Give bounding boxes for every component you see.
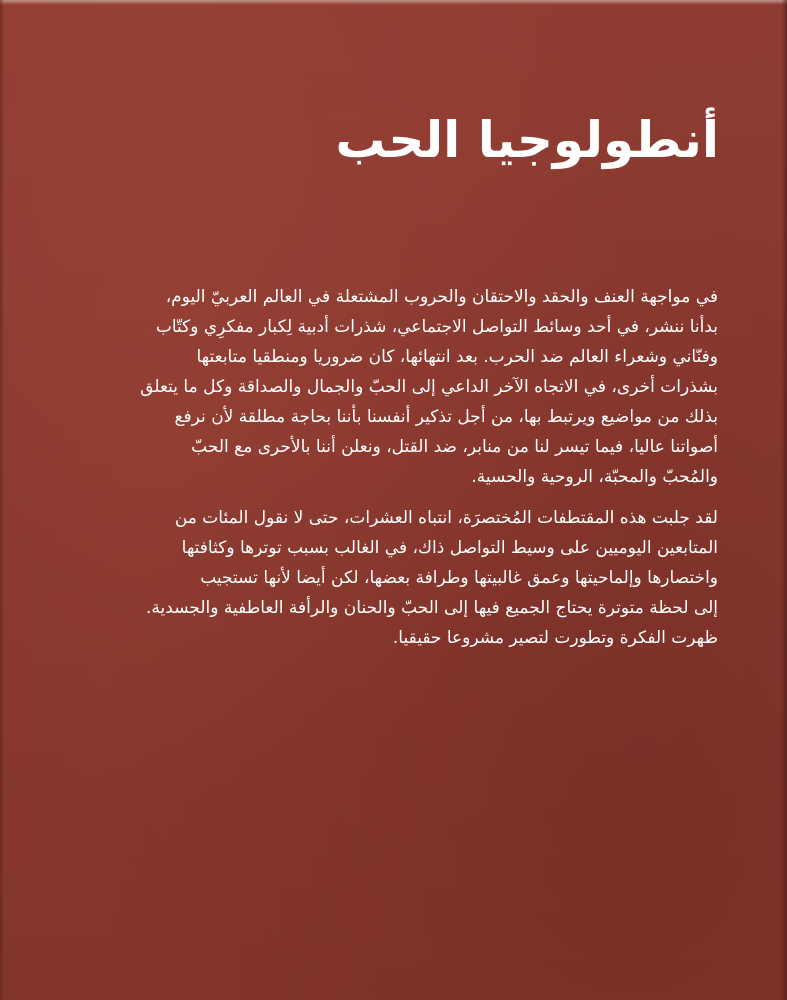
blurb-line: إلى لحظة متوترة يحتاج الجميع فيها إلى الحبّ والحنان والرأفة العاطفية والجسدية. [146,598,718,618]
blurb-line: بدأنا ننشر، في أحد وسائط التواصل الاجتماعي، شذرات أدبية لِكبار مفكرِي وكتّاب [155,317,718,337]
book-title: أنطولوجيا الحب [335,111,719,169]
blurb-line: بذلك من مواضيع ويرتبط بها، من أجل تذكير أنفسنا بأننا بحاجة مطلقة لأن نرفع [174,407,718,427]
blurb-line: بشذرات أخرى، في الاتجاه الآخر الداعي إلى الحبّ والجمال والصداقة وكل ما يتعلق [140,377,718,397]
blurb-line: ظهرت الفكرة وتطورت لتصير مشروعا حقيقيا. [392,628,718,648]
blurb-paragraph-1 [68,282,718,492]
blurb-line: في مواجهة العنف والحقد والاحتقان والحروب المشتعلة في العالم العربيّ اليوم، [165,287,718,307]
cover-right-edge [781,0,787,1000]
blurb-line: أصواتنا عاليا، فيما تيسر لنا من منابر، ضد القتل، ونعلن أننا بالأحرى مع الحبّ [191,437,718,457]
blurb-line: والمُحبّ والمحبّة، الروحية والحسية. [471,467,718,487]
blurb-line: المتابعين اليوميين على وسيط التواصل ذاك، في الغالب بسبب توترها وكثافتها [181,538,718,558]
blurb-line: لقد جلبت هذه المقتطفات المُختصرَة، انتباه العشرات، حتى لا نقول المئات من [174,508,718,528]
blurb-line: وفنّاني وشعراء العالم ضد الحرب. بعد انتهائها، كان ضروريا ومنطقيا متابعتها [196,347,718,367]
blurb-paragraph-2 [68,503,718,653]
blurb-line: واختصارها وإلماحيتها وعمق غالبيتها وطرافة بعضها، لكن أيضا لأنها تستجيب [200,568,718,588]
cover-left-edge [0,0,4,1000]
cover-top-edge [0,0,787,5]
